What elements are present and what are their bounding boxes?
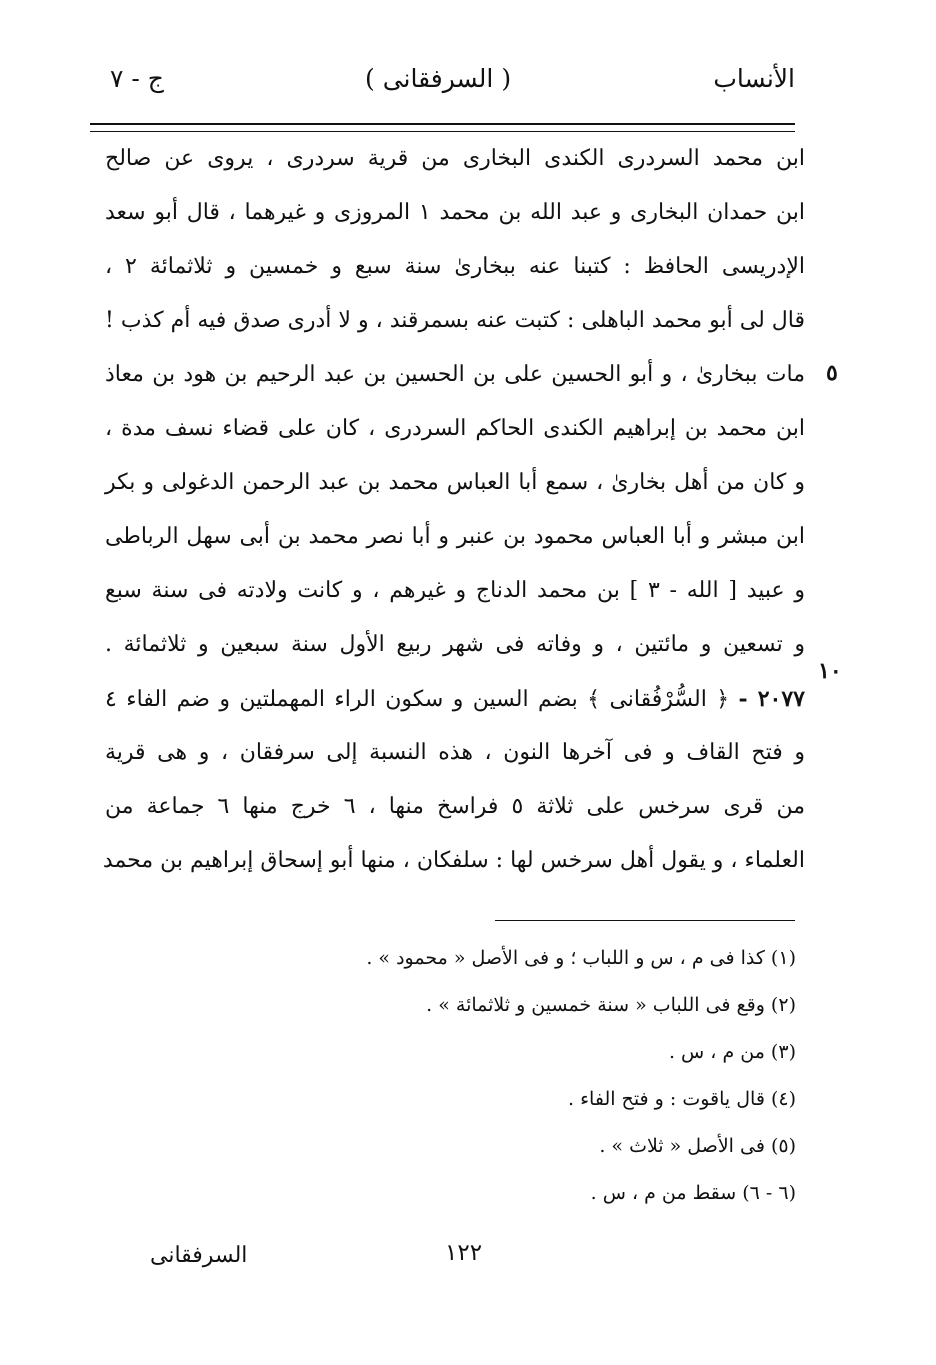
entry-text: ﴿ السُّرْفُقانى ﴾ بضم السين و سكون الراء المهملتين و ضم الفاء ٤ xyxy=(105,687,730,712)
footnote-rule xyxy=(495,920,795,921)
entry-number: ٢٠٧٧ - xyxy=(738,686,805,712)
text-line: الإدريسى الحافظ : كتبنا عنه ببخارىٰ سنة سبع و خمسين و ثلاثمائة ٢ ، xyxy=(105,254,806,279)
page-number: ١٢٢ xyxy=(445,1240,483,1266)
text-line: ابن محمد بن إبراهيم الكندى الحاكم السردرى ، كان على قضاء نسف مدة ، xyxy=(105,416,805,441)
text-line: قال لى أبو محمد الباهلى : كتبت عنه بسمرقند ، و لا أدرى صدق فيه أم كذب ! xyxy=(105,308,805,333)
text-line: العلماء ، و يقول أهل سرخس لها : سلفكان ، منها أبو إسحاق إبراهيم بن محمد xyxy=(102,848,805,873)
text-line: و تسعين و مائتين ، و وفاته فى شهر ربيع الأول سنة سبعين و ثلاثمائة . xyxy=(105,632,805,657)
footnote: (٢) وقع فى اللباب « سنة خمسين و ثلاثمائة » . xyxy=(426,994,796,1016)
entry-heading-line xyxy=(105,672,805,726)
section-title: ( السرفقانى ) xyxy=(365,64,512,93)
catchword: السرفقانى xyxy=(150,1243,248,1268)
footnote: (٣) من م ، س . xyxy=(668,1041,796,1063)
footnote: (١) كذا فى م ، س و اللباب ؛ و فى الأصل « محمود » . xyxy=(366,947,796,969)
footnote: (٤) قال ياقوت : و فتح الفاء . xyxy=(568,1088,796,1110)
text-line: ابن مبشر و أبا العباس محمود بن عنبر و أبا نصر محمد بن أبى سهل الرباطى xyxy=(105,524,805,549)
line-marker-10: ١٠ xyxy=(818,658,842,684)
text-line: و فتح القاف و فى آخرها النون ، هذه النسبة إلى سرفقان ، و هى قرية xyxy=(105,740,805,765)
text-line: ابن محمد السردرى الكندى البخارى من قرية سردرى ، يروى عن صالح xyxy=(105,146,805,171)
book-title: الأنساب xyxy=(713,64,795,93)
running-header xyxy=(95,64,795,104)
text-line: ابن حمدان البخارى و عبد الله بن محمد ١ المروزى و غيرهما ، قال أبو سعد xyxy=(105,200,805,225)
text-line: و كان من أهل بخارىٰ ، سمع أبا العباس محمد بن عبد الرحمن الدغولى و بكر xyxy=(105,470,805,495)
text-line: مات ببخارىٰ ، و أبو الحسين على بن الحسين بن عبد الرحيم بن هود بن معاذ xyxy=(105,362,805,387)
text-line: و عبيد [ الله - ٣ ] بن محمد الدناج و غيرهم ، و كانت ولادته فى سنة سبع xyxy=(105,578,806,603)
header-rule xyxy=(90,123,795,132)
main-text xyxy=(102,132,806,888)
line-marker-5: ٥ xyxy=(826,360,838,386)
volume-label: ج - ٧ xyxy=(110,64,164,93)
footnote: (٥) فى الأصل « ثلاث » . xyxy=(599,1135,796,1157)
footnote: (٦ - ٦) سقط من م ، س . xyxy=(590,1182,796,1204)
footnotes xyxy=(196,935,796,1217)
text-line: من قرى سرخس على ثلاثة ٥ فراسخ منها ، ٦ خرج منها ٦ جماعة من xyxy=(105,794,806,819)
